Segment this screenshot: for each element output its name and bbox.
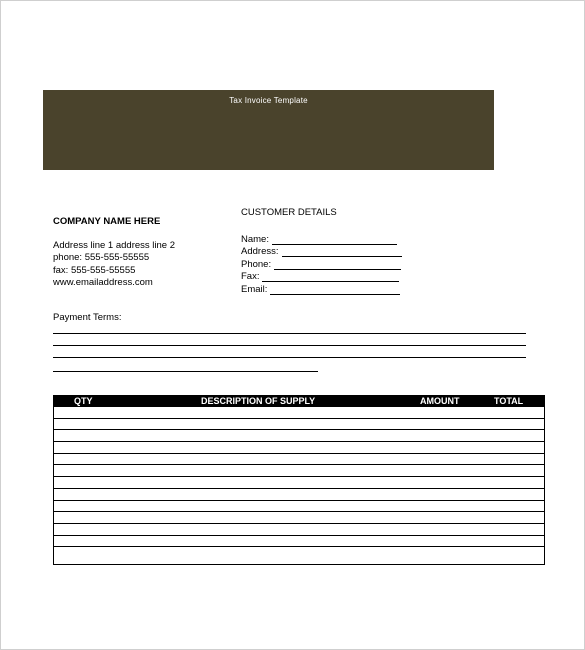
- company-details: [53, 216, 175, 290]
- column-description: DESCRIPTION OF SUPPLY: [201, 396, 316, 406]
- table-row[interactable]: [54, 465, 544, 477]
- payment-terms-line-1[interactable]: [53, 333, 526, 334]
- table-row[interactable]: [54, 524, 544, 536]
- table-row[interactable]: [54, 501, 544, 513]
- customer-name-field[interactable]: [241, 232, 402, 245]
- company-web: www.emailaddress.com: [53, 277, 153, 288]
- customer-details: [241, 207, 402, 295]
- table-row[interactable]: [54, 419, 544, 431]
- column-amount: AMOUNT: [420, 396, 460, 406]
- customer-name-line[interactable]: [272, 235, 397, 245]
- table-row[interactable]: [54, 489, 544, 501]
- table-row[interactable]: [54, 407, 544, 419]
- customer-email-line[interactable]: [270, 285, 400, 295]
- customer-email-label: Email:: [241, 283, 268, 295]
- customer-address-line[interactable]: [282, 247, 402, 257]
- payment-terms-line-3[interactable]: [53, 357, 526, 358]
- company-address: Address line 1 address line 2: [53, 239, 175, 251]
- payment-terms-label: Payment Terms:: [53, 312, 122, 323]
- table-row[interactable]: [54, 547, 544, 559]
- customer-address-field[interactable]: [241, 245, 402, 258]
- company-fax: fax: 555-555-55555: [53, 264, 136, 276]
- supply-table: [53, 395, 545, 565]
- customer-name-label: Name:: [241, 233, 269, 245]
- customer-fax-line[interactable]: [262, 272, 399, 282]
- customer-fax-label: Fax:: [241, 271, 260, 282]
- customer-phone-label: Phone:: [241, 258, 272, 270]
- table-row[interactable]: [54, 512, 544, 524]
- customer-email-field[interactable]: [241, 282, 402, 295]
- column-total: TOTAL: [494, 396, 524, 406]
- customer-phone-field[interactable]: [241, 257, 402, 270]
- payment-terms-line-4[interactable]: [53, 371, 318, 372]
- invoice-title: Tax Invoice Template: [229, 96, 308, 105]
- table-row[interactable]: [54, 477, 544, 489]
- column-qty: QTY: [74, 396, 93, 406]
- customer-fax-field[interactable]: [241, 270, 402, 283]
- payment-terms-line-2[interactable]: [53, 345, 526, 346]
- company-phone: phone: 555-555-55555: [53, 252, 150, 263]
- header-banner: [43, 90, 494, 170]
- table-row[interactable]: [54, 536, 544, 548]
- customer-heading: CUSTOMER DETAILS: [241, 207, 337, 218]
- company-name: COMPANY NAME HERE: [53, 216, 161, 227]
- table-row[interactable]: [54, 430, 544, 442]
- customer-phone-line[interactable]: [274, 260, 401, 270]
- table-header: [54, 395, 544, 407]
- customer-address-label: Address:: [241, 246, 279, 257]
- table-row[interactable]: [54, 454, 544, 466]
- table-row[interactable]: [54, 442, 544, 454]
